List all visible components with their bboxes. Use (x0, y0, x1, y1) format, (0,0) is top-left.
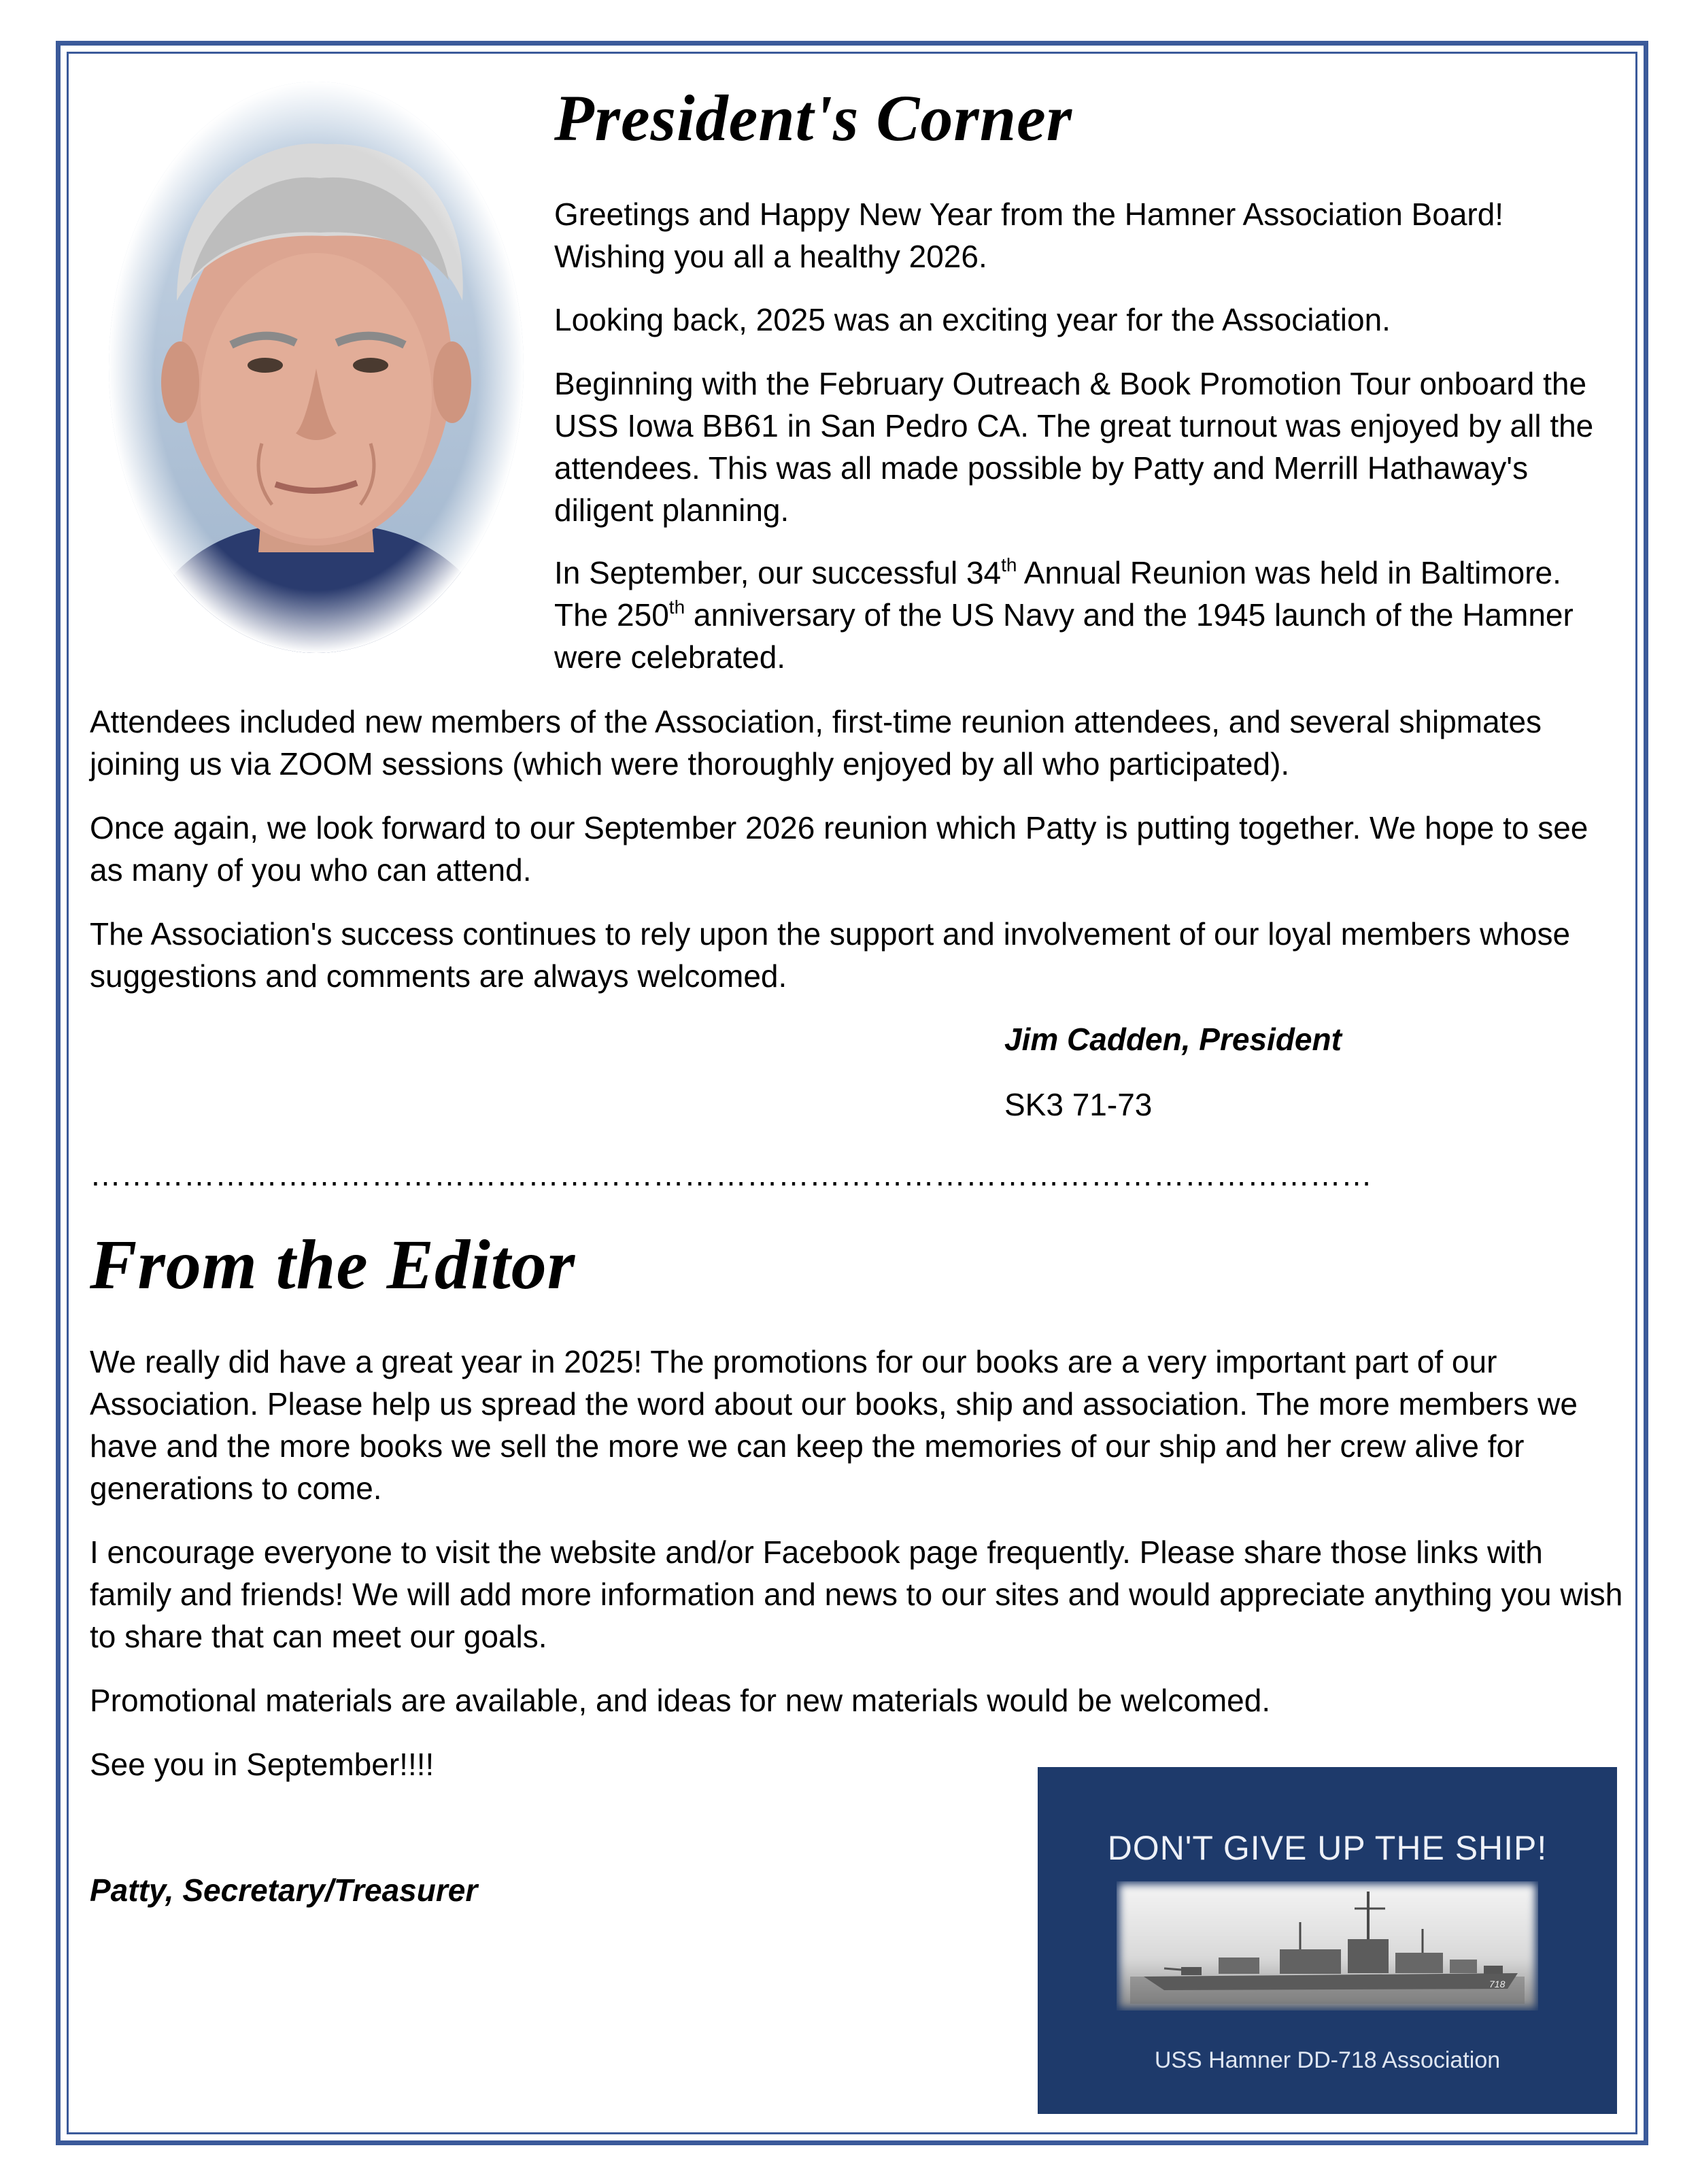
from-the-editor-title: From the Editor (90, 1226, 576, 1304)
great-year-paragraph: We really did have a great year in 2025! The promotions for our books are a very important part of our Association. Please help us spread the word about our books, ship and association. The more members we have and the more books we sell the more we can keep the memories of our ship and her crew alive for generations to come. (90, 1344, 1578, 1506)
promotional-paragraph: Promotional materials are available, and ideas for new materials would be welcomed. (90, 1683, 1271, 1718)
superscript-th: th (1001, 554, 1017, 575)
hull-number: 718 (1489, 1979, 1506, 1989)
website-paragraph: I encourage everyone to visit the website and/or Facebook page frequently. Please share those links with family and friends! We will add more information and news to our sites and would appreciate anything you wish to share that can meet our goals. (90, 1534, 1623, 1654)
banner-title: DON'T GIVE UP THE SHIP! (1107, 1829, 1548, 1867)
president-rank: SK3 71-73 (1004, 1087, 1153, 1122)
greeting-line: Greetings and Happy New Year from the Hamner Association Board! (554, 197, 1504, 232)
looking-back-paragraph: Looking back, 2025 was an exciting year for the Association. (554, 302, 1391, 337)
reunion-text-2: Annual Reunion was held in Baltimore. The 250 (554, 555, 1561, 633)
president-portrait (102, 76, 530, 658)
superscript-th: th (668, 597, 685, 618)
see-you-line: See you in September!!!! (90, 1747, 435, 1782)
editor-signature: Patty, Secretary/Treasurer (90, 1872, 478, 1908)
reunion-text-1: In September, our successful 34 (554, 555, 1002, 590)
reunion-text-3: anniversary of the US Navy and the 1945 launch of the Hamner were celebrated. (554, 597, 1574, 675)
attendees-paragraph: Attendees included new members of the Association, first-time reunion attendees, and several shipmates joining us via ZOOM sessions (which were thoroughly enjoyed by all who participated). (90, 704, 1542, 782)
success-paragraph: The Association's success continues to rely upon the support and involvement of our loyal members whose suggestions and comments are always welcomed. (90, 916, 1571, 994)
outreach-paragraph: Beginning with the February Outreach & Book Promotion Tour onboard the USS Iowa BB61 in San Pedro CA. The great turnout was enjoyed by all the attendees. This was all made possible by Patty and Merrill Hathaway's diligent planning. (554, 366, 1594, 528)
banner-subtitle: USS Hamner DD-718 Association (1154, 2047, 1501, 2073)
presidents-corner-title: President's Corner (554, 82, 1073, 154)
looking-forward-paragraph: Once again, we look forward to our September 2026 reunion which Patty is putting together. We hope to see as many of you who can attend. (90, 810, 1588, 888)
association-banner (1038, 1767, 1617, 2114)
reunion-paragraph (554, 552, 1615, 678)
greeting-paragraph (554, 193, 1622, 278)
wishes-line: Wishing you all a healthy 2026. (554, 239, 987, 274)
president-signature: Jim Cadden, President (1004, 1022, 1342, 1057)
destroyer-ship-image (1117, 1881, 1538, 2011)
section-separator: …………………………………………………………………………………………………………… (90, 1157, 1372, 1192)
